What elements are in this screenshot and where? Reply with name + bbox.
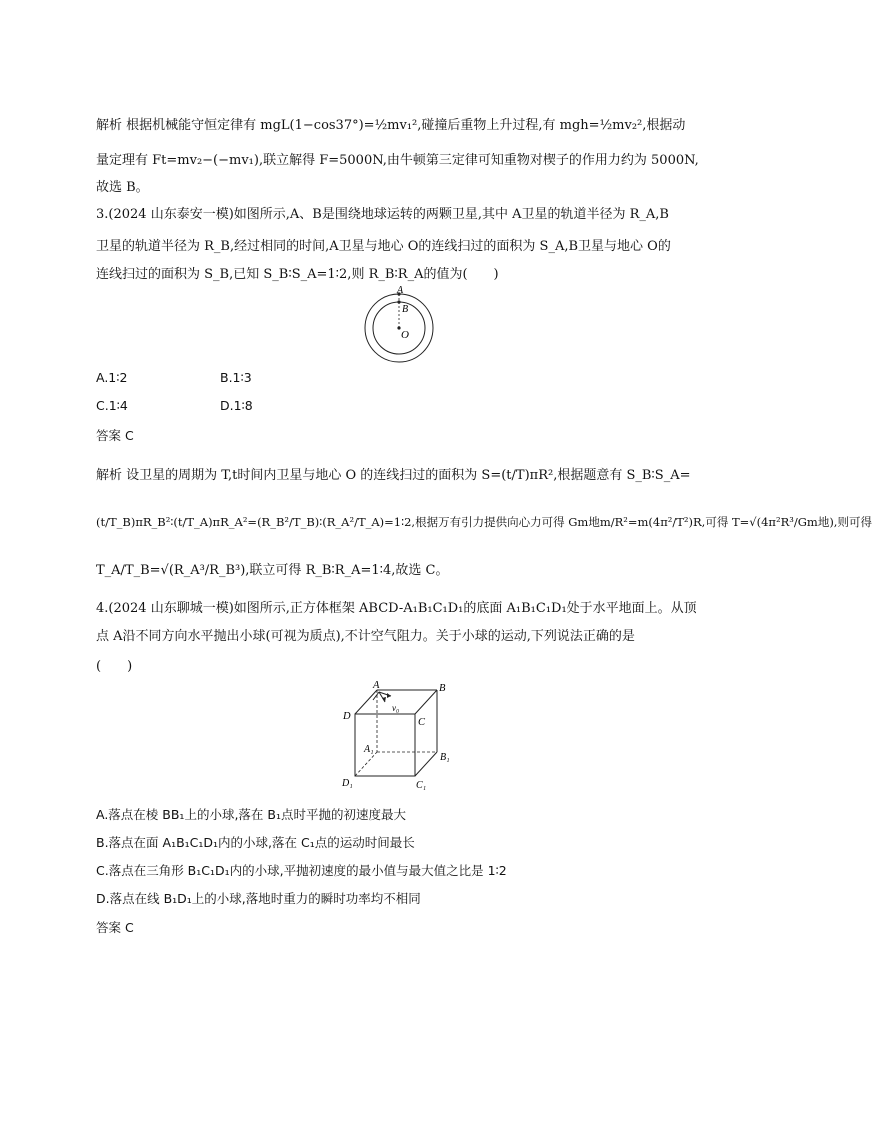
q4-stem-line2: 点 A沿不同方向水平抛出小球(可视为质点),不计空气阻力。关于小球的运动,下列说法正确的是 xyxy=(96,629,635,644)
cube-label-c: C xyxy=(418,717,426,728)
cube-label-d: D xyxy=(343,711,351,722)
edge-c1b1 xyxy=(415,752,437,776)
q3-answer: 答案 C xyxy=(96,428,134,443)
q4-stem-line3: ( ) xyxy=(96,659,133,674)
cube-label-d1: D₁ xyxy=(342,778,353,789)
q3-option-c: C.1∶4 xyxy=(96,398,128,413)
satellite-b-dot xyxy=(397,300,400,303)
cube-figure xyxy=(335,678,465,793)
q2-analysis-line3: 故选 B。 xyxy=(96,180,149,195)
edge-cb xyxy=(415,690,437,714)
q2-analysis-line1: 解析 根据机械能守恒定律有 mgL(1−cos37°)=½mv₁²,碰撞后重物上升过程,有 mgh=½mv₂²,根据动 xyxy=(96,118,686,133)
q4-option-b: B.落点在面 A₁B₁C₁D₁内的小球,落在 C₁点的运动时间最长 xyxy=(96,835,415,850)
cube-label-v0: v₀ xyxy=(392,703,400,713)
q3-analysis-line3: T_A/T_B=√(R_A³/R_B³),联立可得 R_B∶R_A=1∶4,故选 C。 xyxy=(96,563,449,578)
q4-option-a: A.落点在棱 BB₁上的小球,落在 B₁点时平抛的初速度最大 xyxy=(96,807,406,822)
q3-analysis-line1: 解析 设卫星的周期为 T,t时间内卫星与地心 O 的连线扫过的面积为 S=(t/T)πR²,根据题意有 S_B∶S_A= xyxy=(96,468,691,483)
label-b: B xyxy=(402,304,409,315)
edge-da xyxy=(355,690,377,714)
label-a: A xyxy=(397,285,404,296)
q3-stem-line3: 连线扫过的面积为 S_B,已知 S_B∶S_A=1∶2,则 R_B∶R_A的值为( ) xyxy=(96,267,499,282)
cube-label-a: A xyxy=(373,680,380,691)
q3-option-d: D.1∶8 xyxy=(220,398,253,413)
cube-label-c1: C₁ xyxy=(416,780,427,791)
q3-stem-line1: 3.(2024 山东泰安一模)如图所示,A、B是围绕地球运转的两颗卫星,其中 A卫星的轨道半径为 R_A,B xyxy=(96,207,669,222)
q3-analysis-line2: (t/T_B)πR_B²∶(t/T_A)πR_A²=(R_B²/T_B)∶(R_A²/T_A)=1∶2,根据万有引力提供向心力可得 Gm地m/R²=m(4π²/T²)R,可得 T=√(4π²R³/Gm地),则可得 xyxy=(96,515,872,529)
q4-stem-line1: 4.(2024 山东聊城一模)如图所示,正方体框架 ABCD-A₁B₁C₁D₁的底面 A₁B₁C₁D₁处于水平地面上。从顶 xyxy=(96,601,697,616)
q3-option-b: B.1∶3 xyxy=(220,370,252,385)
cube-label-a1: A₁ xyxy=(364,744,374,755)
q4-option-d: D.落点在线 B₁D₁上的小球,落地时重力的瞬时功率均不相同 xyxy=(96,891,421,906)
q4-answer: 答案 C xyxy=(96,920,134,935)
q3-stem-line2: 卫星的轨道半径为 R_B,经过相同的时间,A卫星与地心 O的连线扫过的面积为 S_A,B卫星与地心 O的 xyxy=(96,239,671,254)
cube-label-b1: B₁ xyxy=(440,752,450,763)
q3-option-a: A.1∶2 xyxy=(96,370,128,385)
orbit-figure xyxy=(355,285,445,365)
edge-d1a1 xyxy=(355,752,377,776)
q4-option-c: C.落点在三角形 B₁C₁D₁内的小球,平抛初速度的最小值与最大值之比是 1∶2 xyxy=(96,863,507,878)
cube-label-b: B xyxy=(439,683,446,694)
label-o: O xyxy=(401,329,409,341)
q2-analysis-line2: 量定理有 Ft=mv₂−(−mv₁),联立解得 F=5000N,由牛顿第三定律可知重物对楔子的作用力约为 5000N, xyxy=(96,153,699,168)
